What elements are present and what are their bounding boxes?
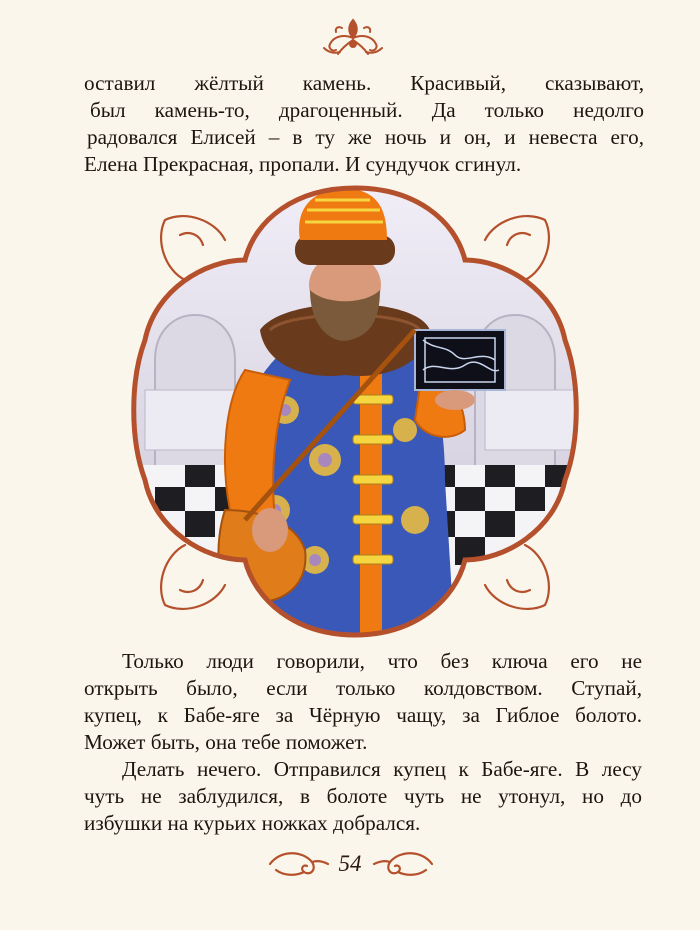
illustration-merchant [125,180,585,645]
text-line: избушки на курьих ножках добрался. [84,811,421,835]
text-line: чуть не заблудился, в болоте чуть не утонул, но до [84,784,642,808]
text-line: радовался Елисей – в ту же ночь и он, и невеста его, [87,125,644,149]
text-line: Елена Прекрасная, пропали. И сундучок сгинул. [84,152,522,176]
paragraph-top [84,70,644,178]
text-line: оставил жёлтый камень. Красивый, сказывают, [84,71,644,95]
floral-ornament-icon [320,14,386,60]
text-line: Только люди говорили, что без ключа его не [122,649,642,673]
paragraph-bottom [84,648,642,837]
text-line: был камень-то, драгоценный. Да только недолго [90,98,644,122]
page-number: 54 [338,851,362,876]
text-line: открыть было, если только колдовством. Ступай, [84,676,642,700]
text-line: купец, к Бабе-яге за Чёрную чащу, за Гиблое болото. [84,703,642,727]
text-line: Делать нечего. Отправился купец к Бабе-яге. В лесу [122,757,642,781]
text-line: Может быть, она тебе поможет. [84,730,368,754]
